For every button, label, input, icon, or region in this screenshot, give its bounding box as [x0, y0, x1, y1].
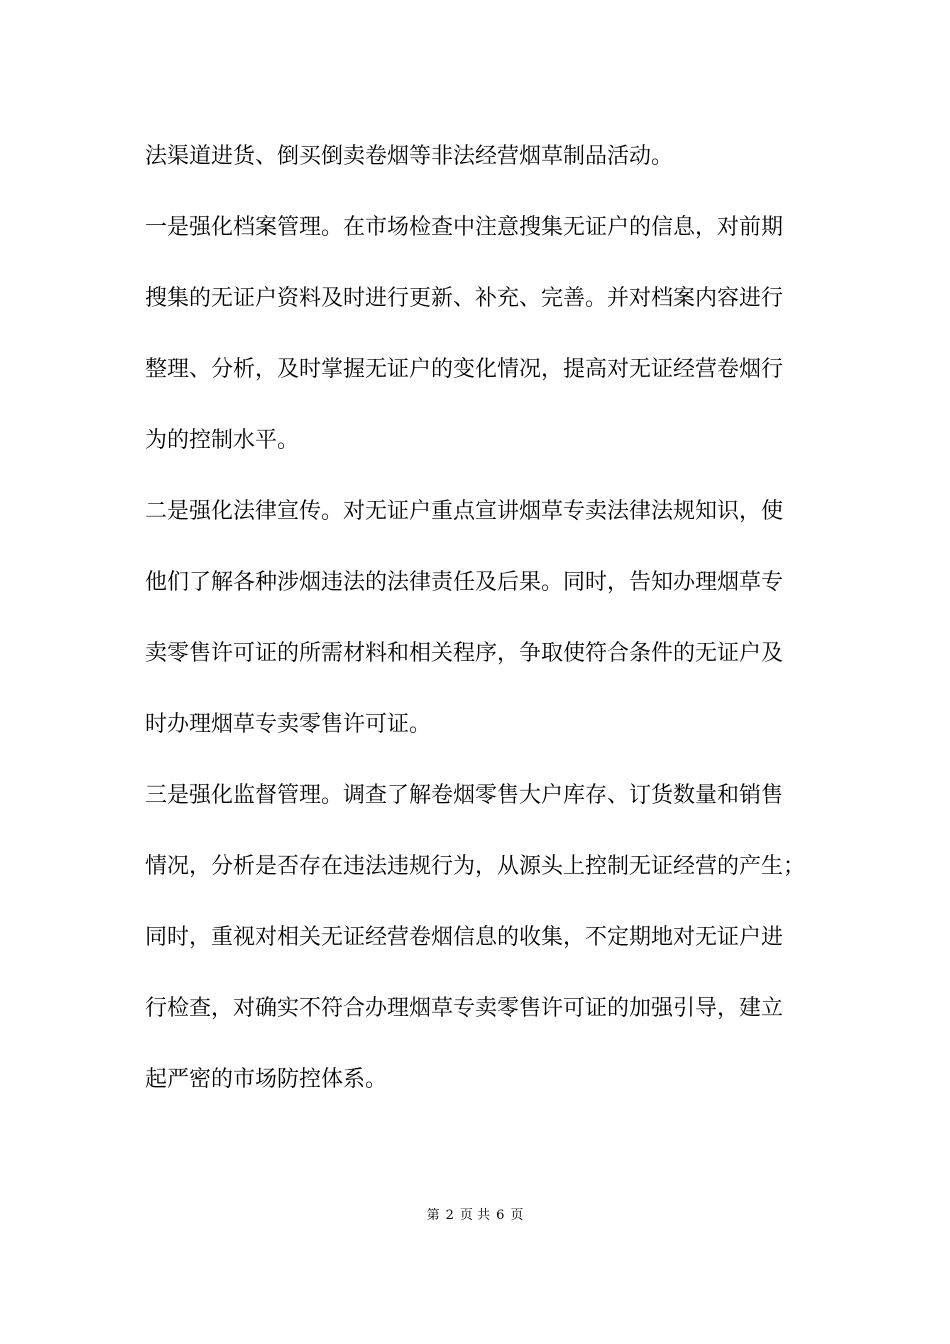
body-text-line: 卖零售许可证的所需材料和相关程序，争取使符合条件的无证户及 [145, 641, 784, 666]
body-text-line: 二是强化法律宣传。对无证户重点宣讲烟草专卖法律法规知识，使 [145, 499, 784, 524]
body-text-line: 法渠道进货、倒买倒卖卷烟等非法经营烟草制品活动。 [145, 144, 674, 169]
total-pages-number: 6 [496, 1208, 505, 1223]
body-text-line: 起严密的市场防控体系。 [145, 1067, 388, 1092]
body-text-line: 情况，分析是否存在违法违规行为，从源头上控制无证经营的产生； [145, 854, 806, 879]
body-text-line: 整理、分析，及时掌握无证户的变化情况，提高对无证经营卷烟行 [145, 357, 784, 382]
body-text-line: 时办理烟草专卖零售许可证。 [145, 712, 432, 737]
current-page-number: 2 [445, 1208, 454, 1223]
page-label-mid: 页 共 [459, 1208, 491, 1223]
page-footer [0, 1208, 950, 1224]
body-text-line: 行检查，对确实不符合办理烟草专卖零售许可证的加强引导，建立 [145, 996, 784, 1021]
body-text-line: 为的控制水平。 [145, 428, 300, 453]
body-text-line: 同时，重视对相关无证经营卷烟信息的收集，不定期地对无证户进 [145, 925, 784, 950]
page-label-suffix: 页 [510, 1208, 524, 1223]
page-label-prefix: 第 [426, 1208, 440, 1223]
body-text-line: 三是强化监督管理。调查了解卷烟零售大户库存、订货数量和销售 [145, 783, 784, 808]
body-text-line: 一是强化档案管理。在市场检查中注意搜集无证户的信息，对前期 [145, 215, 784, 240]
body-text-line: 他们了解各种涉烟违法的法律责任及后果。同时，告知办理烟草专 [145, 570, 784, 595]
body-text-line: 搜集的无证户资料及时进行更新、补充、完善。并对档案内容进行 [145, 286, 784, 311]
